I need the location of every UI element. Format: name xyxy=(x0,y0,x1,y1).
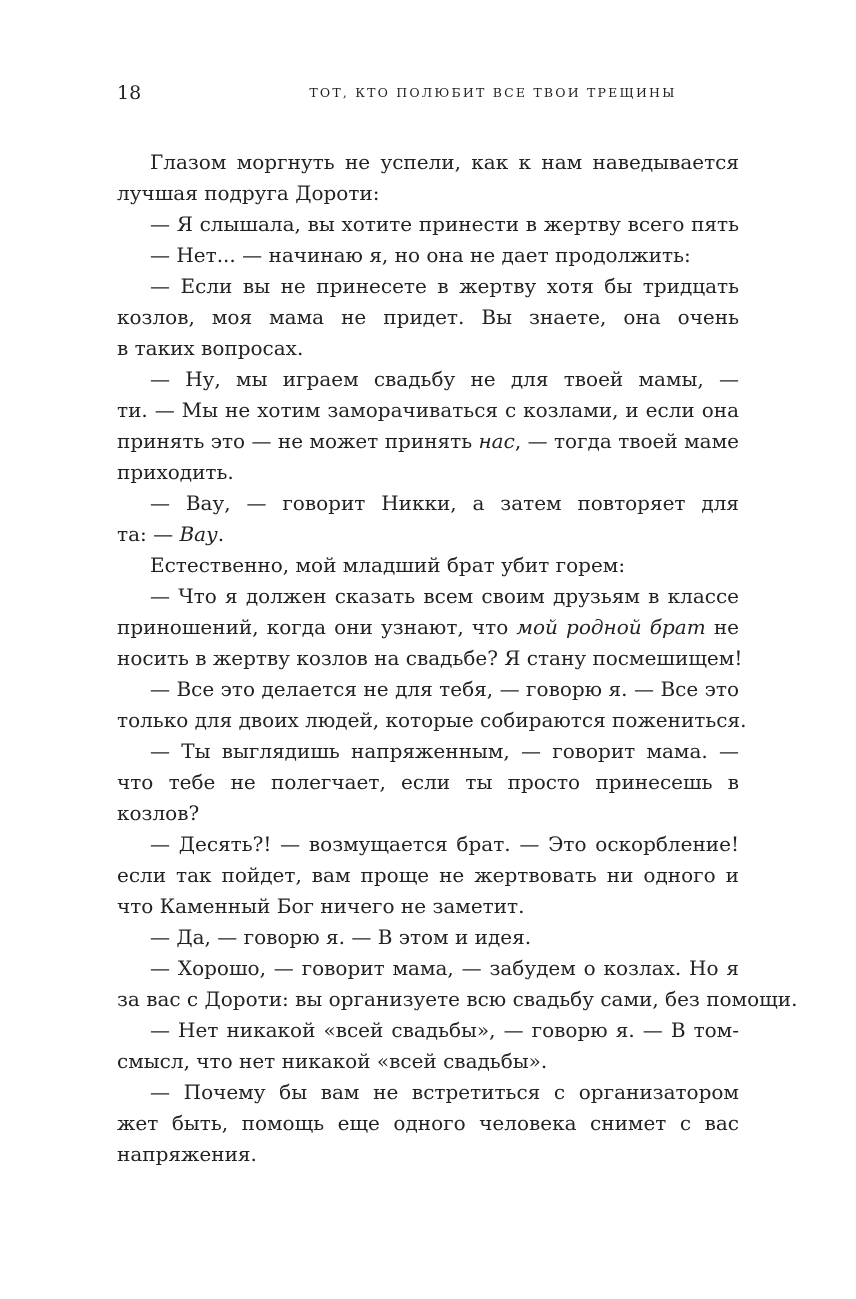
text-fragment: — Вау, — говорит Никки, а затем повторяет для xyxy=(150,491,739,515)
text-fragment: Естественно, мой младший брат убит горем: xyxy=(150,553,626,577)
text-line xyxy=(117,457,739,488)
text-fragment: что тебе не полегчает, если ты просто принесешь в xyxy=(117,770,739,794)
text-fragment: если так пойдет, вам проще не жертвовать ни одного и xyxy=(117,863,739,887)
text-fragment: — Нет никакой «всей свадьбы», — говорю я. — В том- xyxy=(150,1018,739,1042)
text-line xyxy=(117,1046,739,1077)
text-fragment: — Десять?! — возмущается брат. — Это оскорбление! xyxy=(150,832,739,856)
text-line xyxy=(117,302,739,333)
text-fragment: лучшая подруга Дороти: xyxy=(117,181,380,205)
text-line xyxy=(117,612,739,643)
text-fragment: носить в жертву козлов на свадьбе? Я стану посмешищем! xyxy=(117,646,743,670)
italic-text: нас xyxy=(478,429,515,453)
text-line xyxy=(117,984,798,1015)
text-line xyxy=(117,953,739,984)
text-fragment: — Что я должен сказать всем своим друзьям в классе xyxy=(150,584,739,608)
running-title: ТОТ, КТО ПОЛЮБИТ ВСЕ ТВОИ ТРЕЩИНЫ xyxy=(309,85,677,100)
text-fragment: — Если вы не принесете в жертву хотя бы тридцать xyxy=(150,274,739,298)
text-line xyxy=(117,364,739,395)
text-fragment: — Хорошо, — говорит мама, — забудем о козлах. Но я xyxy=(150,956,739,980)
text-fragment: смысл, что нет никакой «всей свадьбы». xyxy=(117,1049,548,1073)
text-line xyxy=(117,519,739,550)
text-fragment: в таких вопросах. xyxy=(117,336,304,360)
text-fragment: не xyxy=(713,615,739,639)
page-header xyxy=(117,80,739,106)
text-fragment: за вас с Дороти: вы организуете всю свадьбу сами, без помощи. xyxy=(117,987,798,1011)
text-line xyxy=(117,1139,739,1170)
text-line xyxy=(117,178,739,209)
text-line xyxy=(117,736,739,767)
text-fragment: — Все это делается не для тебя, — говорю я. — Все это xyxy=(150,677,739,701)
text-line xyxy=(117,581,739,612)
text-fragment: — Почему бы вам не встретиться с организатором xyxy=(150,1080,739,1104)
text-fragment: Глазом моргнуть не успели, как к нам наведывается xyxy=(150,150,739,174)
text-line xyxy=(117,674,739,705)
text-line xyxy=(117,922,739,953)
text-fragment: — Ну, мы играем свадьбу не для твоей мамы, — xyxy=(150,367,739,391)
text-line xyxy=(117,1108,739,1139)
text-line xyxy=(117,488,739,519)
text-line xyxy=(117,395,739,426)
text-line xyxy=(117,767,739,798)
italic-text: Вау xyxy=(179,522,218,546)
text-fragment: приношений, когда они узнают, что xyxy=(117,615,517,639)
text-fragment: — Да, — говорю я. — В этом и идея. xyxy=(150,925,532,949)
text-line xyxy=(117,426,739,457)
text-line xyxy=(117,860,739,891)
text-line xyxy=(117,271,739,302)
text-fragment: — Я слышала, вы хотите принести в жертву всего пять xyxy=(150,212,739,236)
text-fragment: — Ты выглядишь напряженным, — говорит мама. — xyxy=(150,739,739,763)
text-line xyxy=(117,705,747,736)
body-text xyxy=(117,147,798,1170)
text-line xyxy=(117,829,739,860)
text-fragment: что Каменный Бог ничего не заметит. xyxy=(117,894,525,918)
text-fragment: жет быть, помощь еще одного человека снимет с вас xyxy=(117,1111,739,1135)
text-line xyxy=(117,333,739,364)
text-line xyxy=(117,1015,739,1046)
italic-text: мой родной брат xyxy=(516,615,706,639)
text-fragment: принять это — не может принять xyxy=(117,429,479,453)
text-fragment: та: — xyxy=(117,522,180,546)
text-fragment: — Нет... — начинаю я, но она не дает продолжить: xyxy=(150,243,691,267)
text-line xyxy=(117,147,739,178)
text-line xyxy=(117,209,739,240)
text-line xyxy=(117,550,739,581)
text-line xyxy=(117,891,739,922)
text-line xyxy=(117,240,739,271)
text-fragment: приходить. xyxy=(117,460,234,484)
page-number: 18 xyxy=(117,82,142,104)
text-fragment: только для двоих людей, которые собираются пожениться. xyxy=(117,708,747,732)
text-fragment: козлов? xyxy=(117,801,200,825)
text-line xyxy=(117,1077,739,1108)
text-fragment: напряжения. xyxy=(117,1142,257,1166)
text-fragment: . xyxy=(217,522,225,546)
text-fragment: ти. — Мы не хотим заморачиваться с козлами, и если она xyxy=(117,398,739,422)
text-fragment: козлов, моя мама не придет. Вы знаете, она очень xyxy=(117,305,739,329)
text-line xyxy=(117,798,739,829)
text-fragment: , — тогда твоей маме xyxy=(514,429,739,453)
text-line xyxy=(117,643,743,674)
